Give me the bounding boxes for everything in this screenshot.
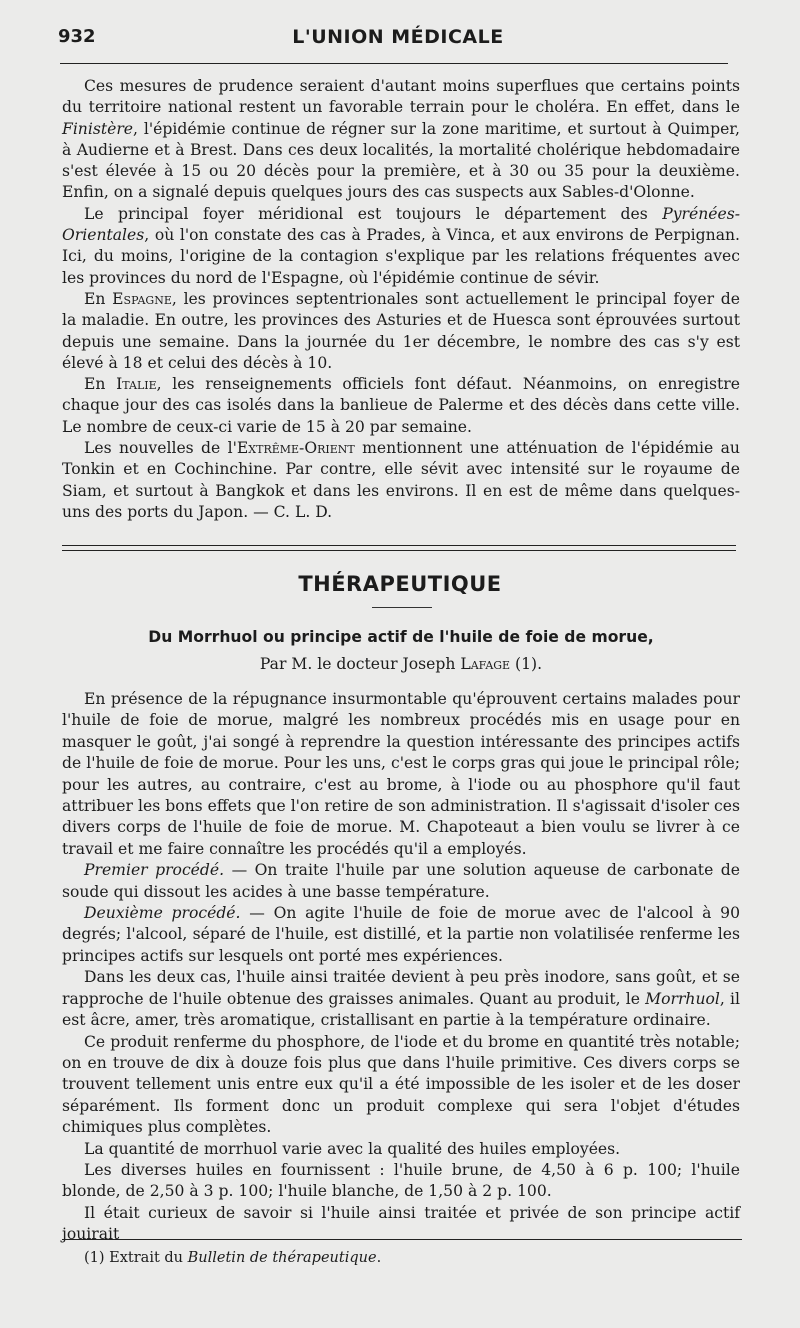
- page-number: 932: [58, 26, 96, 47]
- paragraph: En présence de la répugnance insurmontable qu'éprouvent certains malades pour l'huile de foie de morue, malgré les nombreux procédés mis en usage pour en masquer le goût, j'ai songé à reprendre la question intéressante des principes actifs de l'huile de foie de morue. Pour les uns, c'est le corps gras qui joue le principal rôle; pour les autres, au contraire, c'est au brome, à l'iode ou au phosphore qu'il faut attribuer les bons effets que l'on retire de son administration. Il s'agissait d'isoler ces divers corps de l'huile de foie de morue. M. Chapoteaut a bien voulu se livrer à ce travail et me faire connaître les procédés qu'il a employés.: [62, 690, 740, 858]
- article-title: Du Morrhuol ou principe actif de l'huile de foie de morue,: [148, 628, 654, 646]
- paragraph: Ce produit renferme du phosphore, de l'iode et du brome en quantité très notable; on en trouve de dix à douze fois plus que dans l'huile primitive. Ces divers corps se trouvent tellement unis entre eux qu'il a été impossible de les isoler et de les doser séparément. Ils forment donc un produit complexe qui sera l'objet d'études chimiques plus complètes.: [62, 1032, 740, 1137]
- running-title: L'UNION MÉDICALE: [292, 26, 504, 48]
- section-title: THÉRAPEUTIQUE: [298, 572, 502, 596]
- byline: Par M. le docteur Joseph Lafage (1).: [259, 655, 543, 673]
- paragraph: En Italie, les renseignements officiels font défaut. Néanmoins, on enregistre chaque jour des cas isolés dans la banlieue de Palerme et des décès dans cette ville. Le nombre de ceux-ci varie de 15 à 20 par semaine.: [62, 375, 740, 436]
- title-underline: [372, 607, 432, 608]
- paragraph: Le principal foyer méridional est toujours le département des Pyrénées-Orientales, où l'on constate des cas à Prades, à Vinca, et aux environs de Perpignan. Ici, du moins, l'origine de la contagion s'explique par les relations fréquentes avec les provinces du nord de l'Espagne, où l'épidémie continue de sévir.: [62, 204, 740, 287]
- footnote: (1) Extrait du Bulletin de thérapeutique.: [84, 1250, 382, 1266]
- paragraph: Dans les deux cas, l'huile ainsi traitée devient à peu près inodore, sans goût, et se rapproche de l'huile obtenue des graisses animales. Quant au produit, le Morrhuol, il est âcre, amer, très aromatique, cristallisant en partie à la température ordinaire.: [62, 968, 740, 1030]
- cholera-report: [62, 76, 740, 523]
- paragraph: En Espagne, les provinces septentrionales sont actuellement le principal foyer de la maladie. En outre, les provinces des Asturies et de Huesca sont éprouvées surtout depuis une semaine. Dans la journée du 1er décembre, le nombre des cas s'y est élevé à 18 et celui des décès à 10.: [62, 289, 740, 372]
- paragraph: Ces mesures de prudence seraient d'autant moins superflues que certains points du territoire national restent un favorable terrain pour le choléra. En effet, dans le Finistère, l'épidémie continue de régner sur la zone maritime, et surtout à Quimper, à Audierne et à Brest. Dans ces deux localités, la mortalité cholérique hebdomadaire s'est élevée à 15 ou 20 décès pour la première, et à 30 ou 35 pour la deuxième. Enfin, on a signalé depuis quelques jours des cas suspects aux Sables-d'Olonne.: [62, 77, 740, 202]
- paragraph: La quantité de morrhuol varie avec la qualité des huiles employées.: [84, 1139, 621, 1158]
- article-body: [62, 689, 740, 1246]
- section-divider: [62, 545, 736, 551]
- paragraph: Les diverses huiles en fournissent : l'huile brune, de 4,50 à 6 p. 100; l'huile blonde, de 2,50 à 3 p. 100; l'huile blanche, de 1,50 à 2 p. 100.: [62, 1160, 740, 1201]
- paragraph: Deuxième procédé. — On agite l'huile de foie de morue avec de l'alcool à 90 degrés; l'alcool, séparé de l'huile, est distillé, et la partie non volatilisée renferme les principes actifs sur lesquels ont porté mes expériences.: [62, 904, 740, 965]
- footnote-rule: [62, 1239, 742, 1240]
- paragraph: Premier procédé. — On traite l'huile par une solution aqueuse de carbonate de soude qui dissout les acides à une basse température.: [62, 861, 740, 901]
- paragraph: Il était curieux de savoir si l'huile ainsi traitée et privée de son principe actif jouirait: [62, 1203, 740, 1244]
- paragraph: Les nouvelles de l'Extrême-Orient mentionnent une atténuation de l'épidémie au Tonkin et en Cochinchine. Par contre, elle sévit avec intensité sur le royaume de Siam, et surtout à Bangkok et dans les environs. Il en est de même dans quelques-uns des ports du Japon. — C. L. D.: [62, 439, 740, 521]
- header-rule: [60, 63, 728, 64]
- page-header: [58, 26, 738, 56]
